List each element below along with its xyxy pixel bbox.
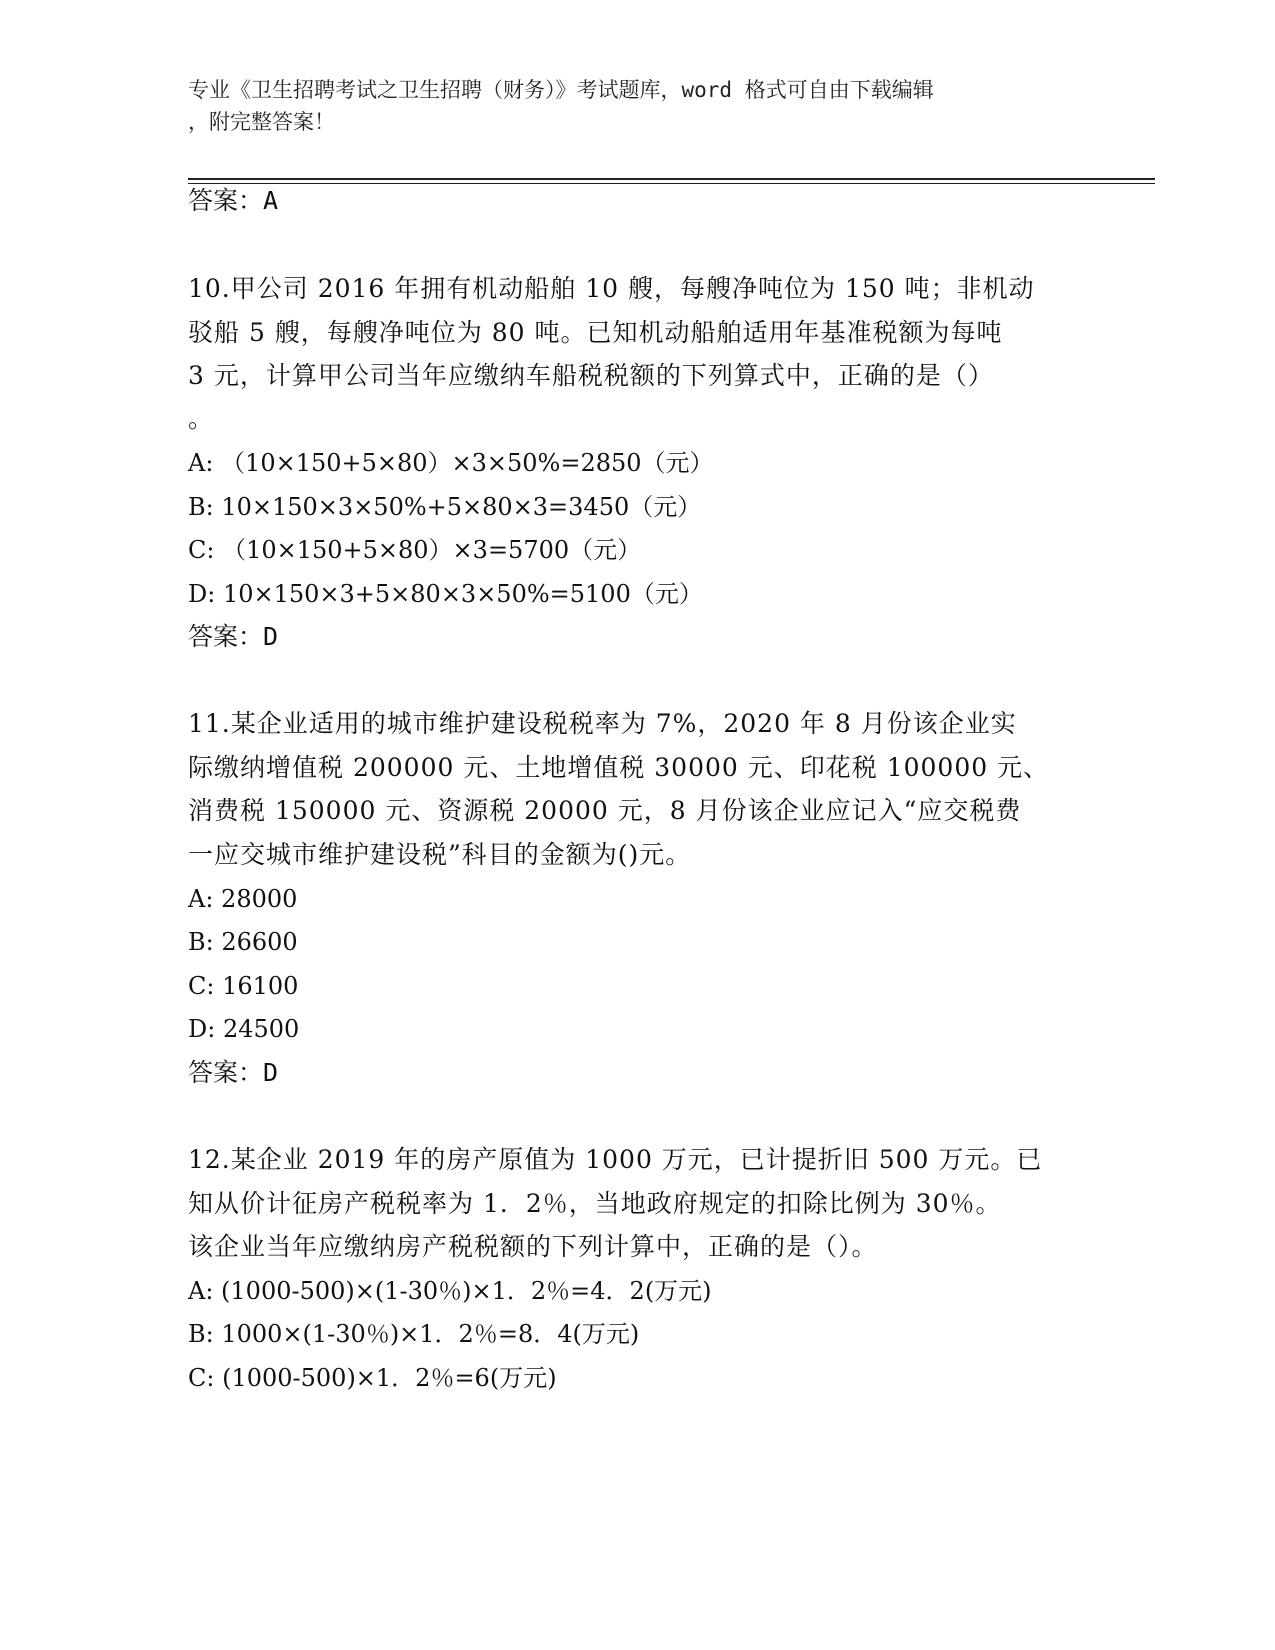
header-line-2: ，附完整答案！ (188, 110, 335, 134)
q11-text-line-4: 一应交城市维护建设税”科目的金额为()元。 (188, 840, 692, 869)
q12-text-line-1: 12.某企业 2019 年的房产原值为 1000 万元，已计提折旧 500 万元。已 (188, 1145, 1043, 1174)
q11-text-line-3: 消费税 150000 元、资源税 20000 元，8 月份该企业应记入“应交税费 (188, 796, 1022, 825)
page-header (188, 74, 1068, 138)
q10-option-b: B: 10×150×3×50%+5×80×3=3450（元） (188, 493, 702, 521)
q11-option-d: D: 24500 (188, 1015, 300, 1043)
q12-option-b: B: 1000×(1-30％)×1．2％=8．4(万元) (188, 1320, 640, 1348)
answer-previous: 答案：A (188, 186, 279, 215)
q12-option-c: C: (1000-500)×1．2％=6(万元) (188, 1364, 557, 1392)
header-rule-thick (188, 178, 1155, 180)
q10-option-c: C: （10×150+5×80）×3=5700（元） (188, 536, 642, 564)
q10-text-line-2: 驳船 5 艘，每艘净吨位为 80 吨。已知机动船舶适用年基准税额为每吨 (188, 318, 1003, 347)
q10-text-line-1: 10.甲公司 2016 年拥有机动船舶 10 艘，每艘净吨位为 150 吨；非机动 (188, 274, 1035, 303)
header-line-1: 专业《卫生招聘考试之卫生招聘（财务）》考试题库，word 格式可自由下载编辑 (188, 78, 934, 102)
q11-text-line-1: 11.某企业适用的城市维护建设税税率为 7%，2020 年 8 月份该企业实 (188, 709, 1017, 738)
q10-text-line-4: 。 (188, 404, 215, 433)
q12-text-line-2: 知从价计征房产税税率为 1．2％，当地政府规定的扣除比例为 30％。 (188, 1189, 1002, 1218)
q11-option-c: C: 16100 (188, 972, 299, 1000)
q12-option-a: A: (1000-500)×(1-30％)×1．2％=4．2(万元) (188, 1277, 712, 1305)
q10-answer: 答案：D (188, 622, 279, 651)
q10-option-a: A: （10×150+5×80）×3×50%=2850（元） (188, 449, 714, 477)
q12-text-line-3: 该企业当年应缴纳房产税税额的下列计算中，正确的是（）。 (188, 1232, 878, 1261)
q11-option-a: A: 28000 (188, 885, 298, 913)
header-rule-thin (188, 183, 1155, 184)
q10-option-d: D: 10×150×3+5×80×3×50%=5100（元） (188, 580, 703, 608)
q11-answer: 答案：D (188, 1058, 279, 1087)
q11-option-b: B: 26600 (188, 928, 298, 956)
q11-text-line-2: 际缴纳增值税 200000 元、土地增值税 30000 元、印花税 100000 元、 (188, 753, 1050, 782)
q10-text-line-3: 3 元，计算甲公司当年应缴纳车船税税额的下列算式中，正确的是（） (188, 361, 994, 390)
